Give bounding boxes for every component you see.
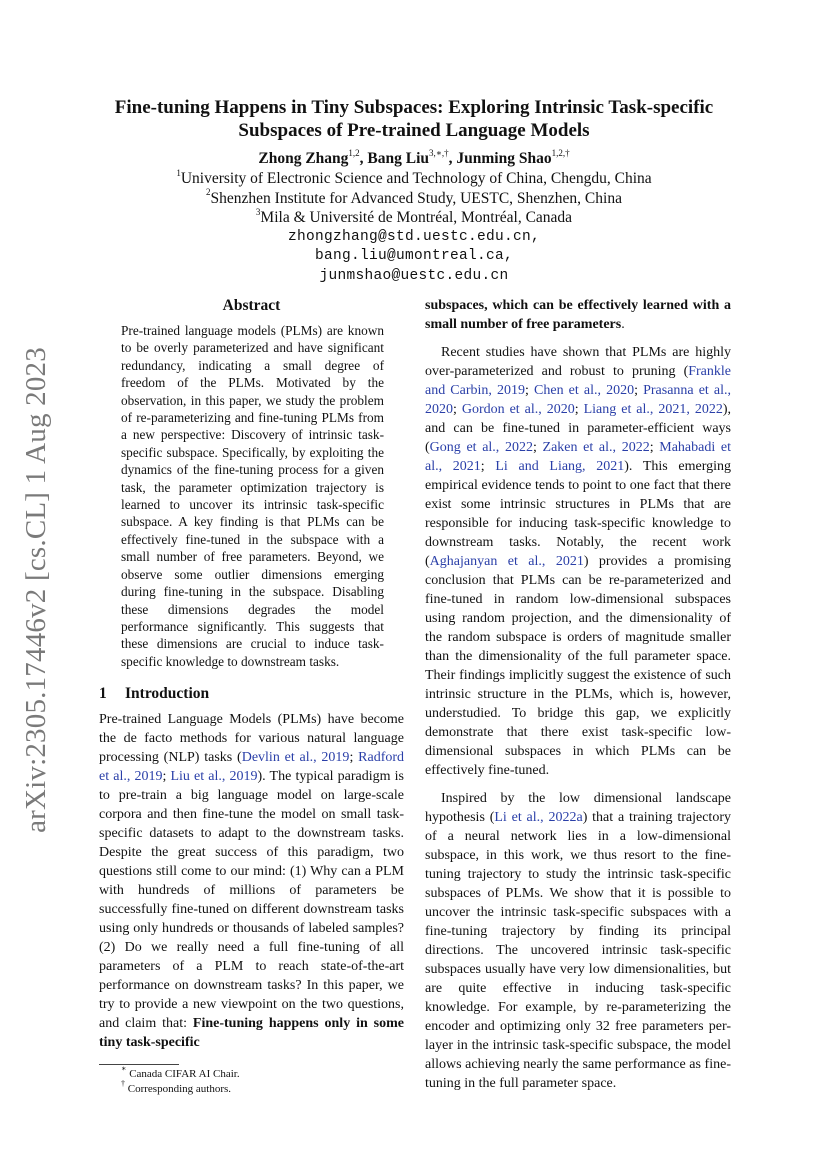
citation-link[interactable]: Chen et al., 2020 [534, 383, 635, 398]
citation-link[interactable]: Prasanna et al., 2020 [425, 383, 732, 417]
section-heading: 1 Introduction [99, 685, 210, 703]
citation-link[interactable]: Devlin et al., 2019 [241, 750, 350, 766]
email: junmshao@uestc.edu.cn [319, 267, 509, 284]
citation-link[interactable]: Aghajanyan et al., 2021 [429, 554, 584, 569]
author-name: Zhong Zhang [258, 150, 349, 167]
key-claim-part2: subspaces, which can be effectively learned with a small number of free parameters [425, 298, 731, 332]
citation-link[interactable]: Zaken et al., 2022 [542, 440, 650, 455]
footnote: ∗ Canada CIFAR AI Chair. [121, 1064, 240, 1081]
paragraph: Recent studies have shown that PLMs are highly over-parameterized and robust to pruning (Frankle and Carbin, 2019; Chen et al., 2020; Prasanna et al., 2020; Gordon et al., 2020; Liang et al., 2021, 2022), and can be fine-tuned in parameter-efficient ways (Gong et al., 2022; Zaken et al., 2022; Mahabadi et al., 2021; Li and Liang, 2021). This emerging empirical evidence tends to point to one fact that there exist some intrinsic structures in PLMs that are responsible for inducing task-specific knowledge to downstream tasks. Notably, the recent work (Aghajanyan et al., 2021) provides a promising conclusion that PLMs can be re-parameterized and fine-tuned in random low-dimensional subspaces using random projection, and the dimensionality of the random subspace is orders of magnitude smaller than the dimensionality of the full parameter space. Their findings implicitly suggest the existence of such intrinsic structure in the PLMs, which is, however, understudied. To bridge this gap, we explicitly demonstrate that there exist task-specific low-dimensional subspaces in which PLMs can be effectively fine-tuned. [425, 345, 732, 778]
author-name: Bang Liu [367, 150, 430, 167]
affiliation: $^1$University of Electronic Science and Technology of China, Chengdu, China [176, 167, 652, 187]
right-column [425, 296, 731, 1093]
footnote: † Corresponding authors. [121, 1079, 232, 1096]
key-claim-part1: Fine-tuning happens only in some tiny task-specific [99, 1016, 405, 1051]
email: bang.liu@umontreal.ca, [314, 248, 514, 264]
citation-link[interactable]: Frankle and Carbin, 2019 [425, 364, 731, 398]
citation-link[interactable]: Gordon et al., 2020 [461, 402, 575, 417]
citation-link[interactable]: Mahabadi et al., 2021 [425, 440, 732, 474]
citation-link[interactable]: Gong et al., 2022 [429, 440, 533, 455]
email: zhongzhang@std.uestc.edu.cn, [287, 228, 541, 245]
citation-link[interactable]: Radford et al., 2019 [99, 750, 405, 785]
paper-title: Fine-tuning Happens in Tiny Subspaces: Exploring Intrinsic Task-specific Subspaces of Pre-trained Language Models [114, 97, 714, 141]
left-column [99, 296, 404, 1097]
abstract-text: Pre-trained language models (PLMs) are known to be overly parameterized and have significant redundancy, indicating a small degree of freedom of the PLMs. Motivated by the observation, in this paper, we study the problem of re-parameterizing and fine-tuning PLMs from a new perspective: Discovery of intrinsic task-specific subspace. Specifically, by exploiting the dynamics of the fine-tuning process for a given task, the parameter optimization trajectory is learned to uncover its intrinsic task-specific subspace. A key finding is that PLMs can be effectively fine-tuned in the subspace with a small number of free parameters. Beyond, we observe some outlier dimensions emerging during fine-tuning in the subspace. Disabling these dimensions degrades the model performance significantly. This suggests that these dimensions are crucial to induce task-specific knowledge to downstream tasks. [121, 323, 384, 669]
abstract-heading: Abstract [222, 297, 281, 314]
affiliation: $^2$Shenzhen Institute for Advanced Study, UESTC, Shenzhen, China [206, 187, 622, 207]
author-name: Junming Shao [456, 150, 552, 167]
paper-header [90, 96, 738, 286]
paragraph: Inspired by the low dimensional landscape hypothesis (Li et al., 2022a) that a training trajectory of a neural network lies in a low-dimensional subspace, in this work, we thus resort to the fine-tuning trajectory to study the intrinsic task-specific subspaces of PLMs. We show that it is possible to uncover the intrinsic task-specific subspaces with a fine-tuning trajectory by finding its principal directions. The uncovered intrinsic task-specific subspaces usually have very low dimensionalities, but are quite effective in inducing task-specific knowledge. For example, by re-parameterizing the encoder and optimizing only 32 free parameters per-layer in the intrinsic task-specific subspace, the model allows achieving nearly the same performance as fine-tuning in the full parameter space. [425, 791, 731, 1091]
paragraph: subspaces, which can be effectively learned with a small number of free parameters. [425, 298, 731, 332]
affiliation: $^3$Mila & Université de Montréal, Montréal, Canada [255, 206, 573, 226]
citation-link[interactable]: Liang et al., 2021, 2022 [583, 402, 723, 417]
citation-link[interactable]: Li et al., 2022a [494, 810, 583, 825]
arxiv-identifier: arXiv:2305.17446v2 [cs.CL] 1 Aug 2023 [20, 347, 52, 833]
paragraph: Pre-trained Language Models (PLMs) have become the de facto methods for various natural language processing (NLP) tasks (Devlin et al., 2019; Radford et al., 2019; Liu et al., 2019). The typical paradigm is to pre-train a big language model on large-scale corpora and then fine-tune the model on small task-specific datasets to adapt to the downstream tasks. Despite the great success of this paradigm, two questions still come to our mind: (1) Why can a PLM with hundreds of millions of parameters be successfully fine-tuned on different downstream tasks using only hundreds or thousands of labeled samples? (2) Do we really need a full fine-tuning of all parameters of a PLM to reach state-of-the-art performance on downstream tasks? In this paper, we try to provide a new viewpoint on the two questions, and claim that: Fine-tuning happens only in some tiny task-specific [99, 712, 405, 1051]
footnote-rule [99, 1064, 179, 1065]
citation-link[interactable]: Liu et al., 2019 [170, 769, 258, 785]
author-list: Zhong Zhang$^{1,2}$, Bang Liu$^{3,∗,\dagger}$, Junming Shao$^{1,2,\dagger}$ [258, 147, 570, 167]
citation-link[interactable]: Li and Liang, 2021 [495, 459, 625, 474]
